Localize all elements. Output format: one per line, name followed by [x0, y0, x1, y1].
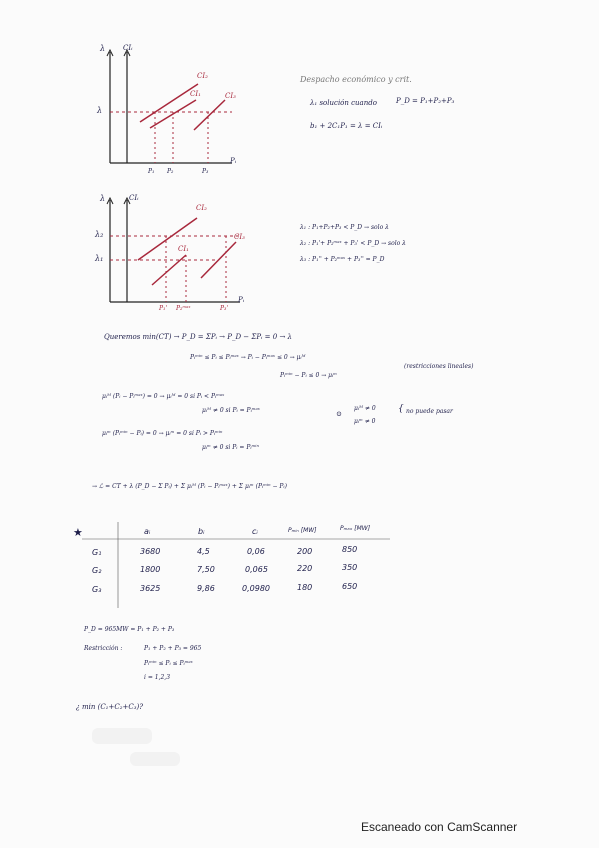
- bleed-through-smudge: [130, 752, 180, 766]
- table-header-c: cᵢ: [252, 527, 258, 536]
- kkt-side-note: no puede pasar: [406, 408, 453, 415]
- graph1-curve-ci1: CI₁: [190, 90, 201, 98]
- lagrangian: → ℒ = CT + λ (P_D − Σ Pᵢ) + Σ μᵢᴹ (Pᵢ − Pᵢᵐᵃˣ) + Σ μᵢᵐ (Pᵢᵐⁱⁿ − Pᵢ): [92, 483, 287, 490]
- table-cell: 0,06: [247, 547, 265, 556]
- table-cell: 180: [297, 583, 313, 592]
- table-header-pmin: Pₘᵢₙ [MW]: [288, 527, 317, 534]
- problem-restriction-bounds: Pᵢᵐⁱⁿ ≤ Pᵢ ≤ Pᵢᵐᵃˣ: [144, 660, 193, 667]
- table-header-a: aᵢ: [144, 527, 151, 536]
- note2-line3: λ₃ : P₁'' + P₂ᵐᵃˣ + P₃'' = P_D: [300, 256, 385, 263]
- table-row-label: G₂: [92, 566, 102, 575]
- kkt-side-1: μᵢᴹ ≠ 0: [354, 405, 376, 412]
- kkt-brace: {: [398, 404, 404, 414]
- graph2-curve-ci3: CI₃: [234, 233, 245, 241]
- kkt-objective: Queremos min(CT) → P_D = ΣPᵢ → P_D − ΣPᵢ = 0 → λ: [104, 333, 292, 341]
- problem-restriction-label: Restricción :: [84, 645, 123, 652]
- graph1-axis-lambda: λ: [100, 44, 106, 53]
- problem-demand: P_D = 965MW = P₁ + P₂ + P₃: [84, 626, 175, 633]
- note1-line1: λ₁ solución cuando: [310, 99, 377, 107]
- kkt-constraint-max: Pᵢᵐⁱⁿ ≤ Pᵢ ≤ Pᵢᵐᵃˣ → Pᵢ − Pᵢᵐᵃˣ ≤ 0 → μᵢᴹ: [190, 354, 306, 361]
- graph1-axis-ci: CIᵢ: [123, 44, 133, 52]
- table-cell: 350: [342, 563, 358, 572]
- graph1-tick-p1: P₁: [148, 168, 155, 175]
- graph2-axis-p: Pᵢ: [238, 296, 245, 304]
- kkt-slack-min: μᵢᵐ (Pᵢᵐⁱⁿ − Pᵢ) = 0 → μᵢᵐ = 0 si Pᵢ > Pᵢᵐⁱⁿ: [102, 430, 223, 437]
- table-row-label: G₃: [92, 585, 102, 594]
- problem-restriction-sum: P₁ + P₂ + P₃ = 965: [144, 645, 202, 652]
- graph2-tick-p1: P₁': [159, 305, 168, 312]
- graph2-axis-ci: CIᵢ: [129, 194, 139, 202]
- note2-line1: λ₁ : P₁+P₂+P₃ < P_D → solo λ: [300, 224, 389, 231]
- kkt-slack-min-b: μᵢᵐ ≠ 0 si Pᵢ = Pᵢᵐⁱⁿ: [202, 444, 259, 451]
- graph1-tick-p3: P₃: [202, 168, 209, 175]
- table-cell: 4,5: [197, 547, 210, 556]
- graph2-lambda1-level: λ₁: [95, 254, 104, 263]
- table-star-marker: ★: [73, 526, 83, 539]
- graph1-curve-ci3: CI₃: [225, 92, 236, 100]
- table-cell: 0,065: [245, 565, 268, 574]
- camscanner-watermark: Escaneado con CamScanner: [361, 820, 518, 834]
- table-cell: 850: [342, 545, 358, 554]
- table-cell: 220: [297, 564, 313, 573]
- table-row-label: G₁: [92, 548, 102, 557]
- table-cell: 0,0980: [242, 584, 270, 593]
- kkt-circle-marker: ⊙: [336, 410, 342, 418]
- note2-line2: λ₂ : P₁'+ P₂ᵐᵃˣ + P₃' < P_D → solo λ: [300, 240, 406, 247]
- kkt-constraint-min: Pᵢᵐⁱⁿ − Pᵢ ≤ 0 → μᵢᵐ: [280, 372, 337, 379]
- table-cell: 3680: [140, 547, 161, 556]
- graph2-lambda2-level: λ₂: [95, 230, 104, 239]
- kkt-side-2: μᵢᵐ ≠ 0: [354, 418, 376, 425]
- graph1-tick-p2: P₂: [167, 168, 174, 175]
- note1-line1-rhs: P_D = P₁+P₂+P₃: [396, 97, 455, 105]
- graph2-tick-p3: P₃': [220, 305, 229, 312]
- note1-line2: b₁ + 2C₁P₁ = λ = CIᵢ: [310, 122, 383, 130]
- graph1-axis-p: Pᵢ: [230, 157, 237, 165]
- table-cell: 7,50: [197, 565, 215, 574]
- table-cell: 9,86: [197, 584, 215, 593]
- graph2-axis-lambda: λ: [100, 194, 106, 203]
- graph1-curve-ci2: CI₂: [197, 72, 208, 80]
- table-header-pmax: Pₘₐₓ [MW]: [340, 525, 371, 532]
- kkt-constraint-note: (restricciones lineales): [404, 363, 474, 370]
- table-cell: 650: [342, 582, 358, 591]
- graph2-curve-ci1: CI₁: [178, 245, 189, 253]
- graph1-lambda-level: λ: [97, 106, 103, 115]
- table-cell: 3625: [140, 584, 161, 593]
- table-cell: 1800: [140, 565, 161, 574]
- note1-title: Despacho económico y crit.: [300, 75, 412, 84]
- table-cell: 200: [297, 547, 313, 556]
- problem-question: ¿ min (C₁+C₂+C₃)?: [76, 703, 144, 711]
- table-header-b: bᵢ: [198, 527, 205, 536]
- graph2-tick-p2max: P₂ᵐᵃˣ: [176, 305, 191, 312]
- graph2-curve-ci2: CI₂: [196, 204, 207, 212]
- bleed-through-smudge: [92, 728, 152, 744]
- problem-index: i = 1,2,3: [144, 674, 171, 681]
- kkt-slack-max: μᵢᴹ (Pᵢ − Pᵢᵐᵃˣ) = 0 → μᵢᴹ = 0 si Pᵢ < Pᵢᵐᵃˣ: [102, 393, 225, 400]
- kkt-slack-max-b: μᵢᴹ ≠ 0 si Pᵢ = Pᵢᵐᵃˣ: [202, 407, 260, 414]
